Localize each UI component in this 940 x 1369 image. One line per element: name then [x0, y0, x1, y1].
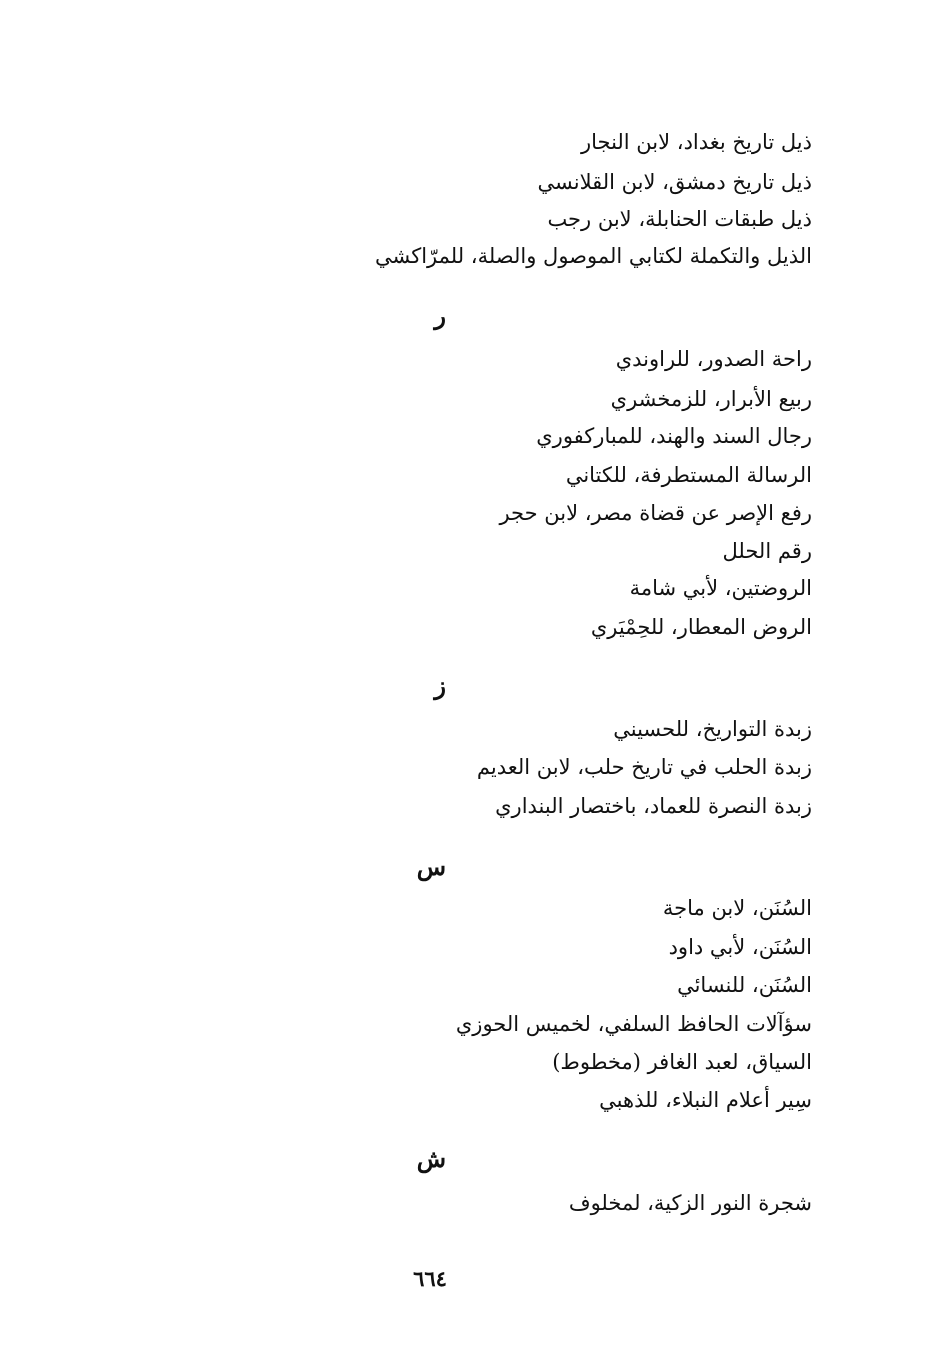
index-entry: الرسالة المستطرفة، للكتاني: [565, 463, 812, 487]
index-entry: زبدة التواريخ، للحسيني: [613, 717, 812, 741]
index-entry: ربيع الأبرار، للزمخشري: [610, 387, 812, 411]
section-letter: ز: [434, 671, 446, 700]
index-entry: سِير أعلام النبلاء، للذهبي: [599, 1088, 812, 1112]
index-entry: زبدة النصرة للعماد، باختصار البنداري: [495, 794, 812, 818]
index-entry: رقم الحلل: [722, 539, 812, 563]
index-entry: الروضتين، لأبي شامة: [629, 576, 812, 600]
section-letter: ر: [434, 301, 446, 330]
index-entry: شجرة النور الزكية، لمخلوف: [568, 1191, 812, 1215]
index-entry: ذيل تاريخ بغداد، لابن النجار: [580, 130, 812, 154]
index-entry: زبدة الحلب في تاريخ حلب، لابن العديم: [476, 755, 812, 779]
index-entry: راحة الصدور، للراوندي: [615, 347, 812, 371]
index-entry: السُنَن، لأبي داود: [668, 935, 812, 959]
index-entry: الذيل والتكملة لكتابي الموصول والصلة، للمرّاكشي: [374, 244, 812, 268]
index-entry: السياق، لعبد الغافر (مخطوط): [552, 1050, 812, 1074]
section-letter: س: [416, 852, 446, 881]
index-entry: رجال السند والهند، للمباركفوري: [536, 424, 812, 448]
index-entry: السُنَن، لابن ماجة: [662, 896, 812, 920]
page-number: ٦٦٤: [413, 1266, 447, 1291]
index-entry: سؤآلات الحافظ السلفي، لخميس الحوزي: [455, 1012, 812, 1036]
index-entry: ذيل تاريخ دمشق، لابن القلانسي: [537, 170, 812, 194]
index-entry: رفع الإصر عن قضاة مصر، لابن حجر: [499, 501, 812, 525]
index-entry: ذيل طبقات الحنابلة، لابن رجب: [547, 207, 812, 231]
section-letter: ش: [416, 1144, 446, 1173]
index-entry: السُنَن، للنسائي: [677, 973, 812, 997]
index-entry: الروض المعطار، للحِمْيَري: [590, 615, 812, 639]
